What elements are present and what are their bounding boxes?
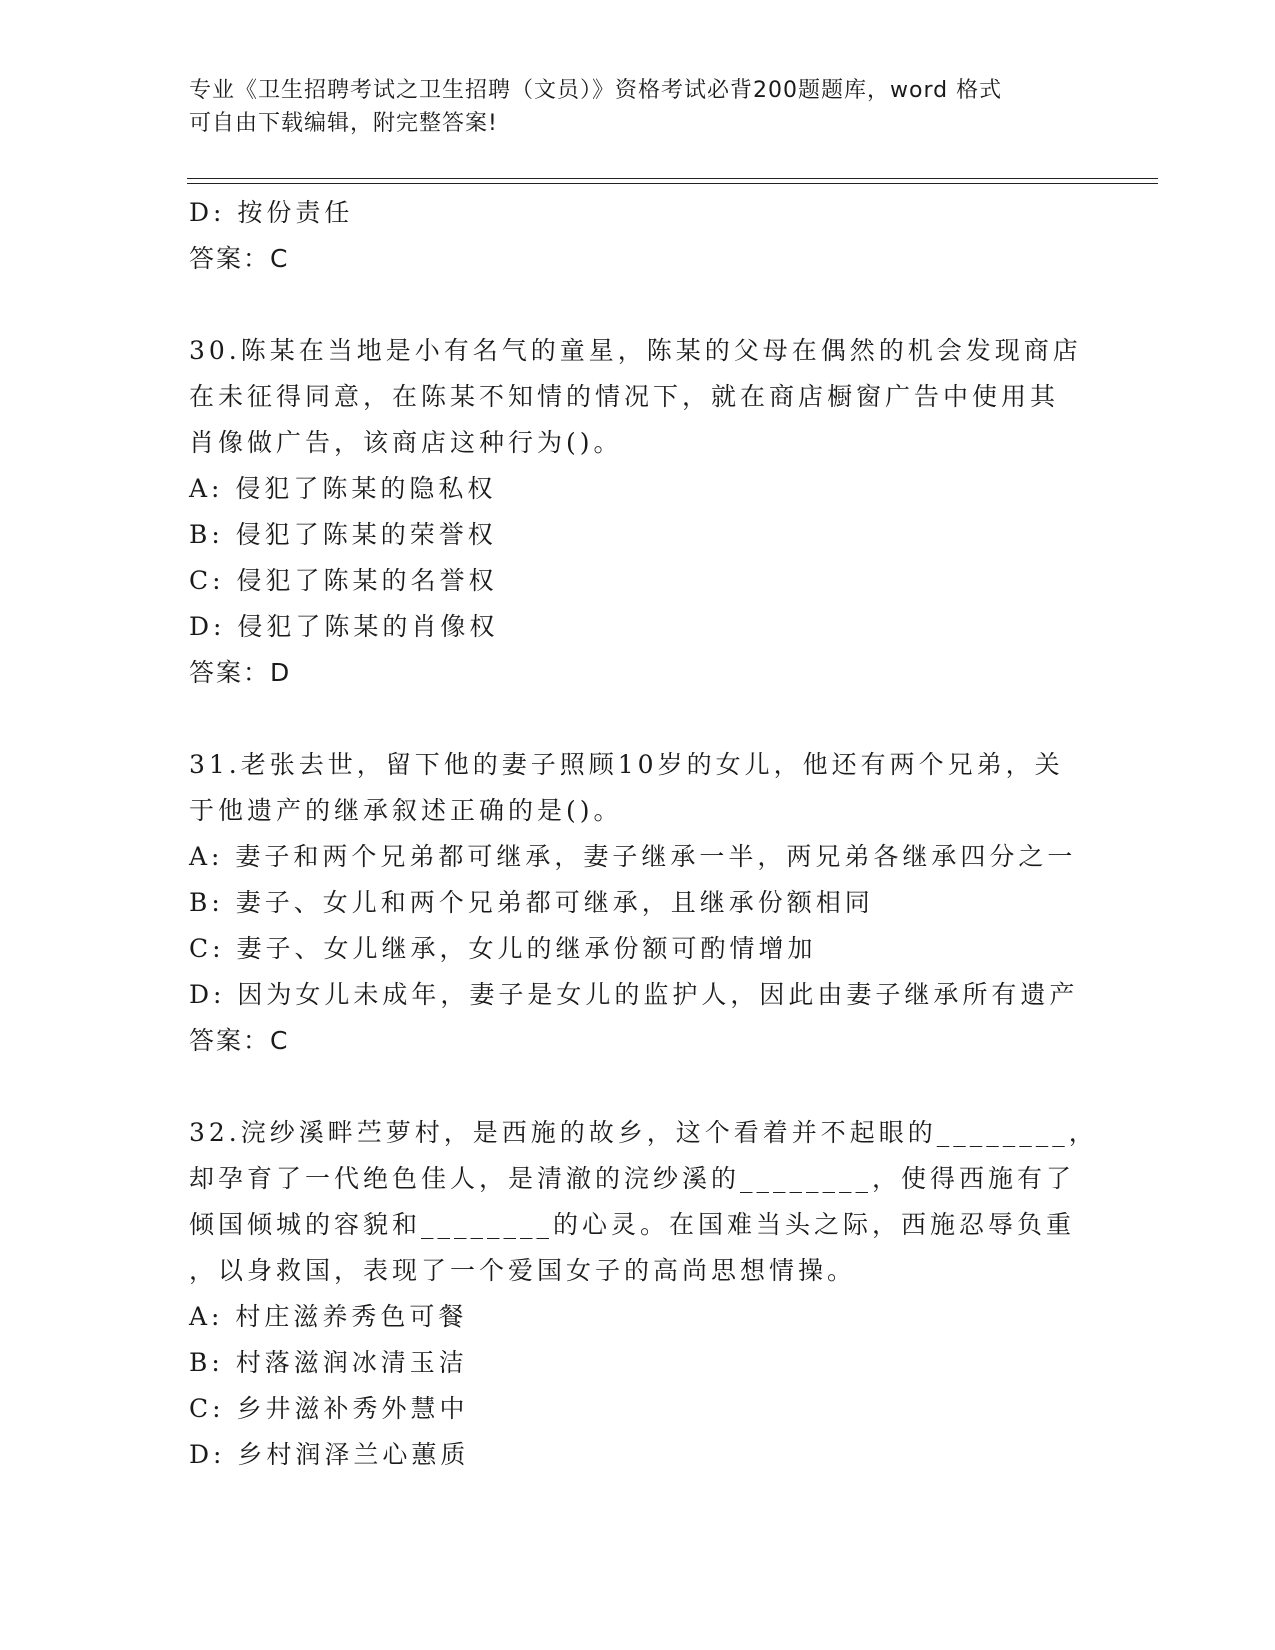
question-30 <box>189 328 1089 696</box>
question-32 <box>189 1110 1098 1478</box>
question-content <box>189 190 1098 1478</box>
question-stem-line: 却孕育了一代绝色佳人，是清澈的浣纱溪的________，使得西施有了 <box>189 1164 1076 1193</box>
question-stem-line: 30.陈某在当地是小有名气的童星，陈某的父母在偶然的机会发现商店 <box>189 336 1082 365</box>
option-d: D: 乡村润泽兰心蕙质 <box>189 1440 470 1469</box>
answer: 答案：C <box>189 1026 290 1055</box>
option-c: C: 侵犯了陈某的名誉权 <box>189 566 498 595</box>
option-d: D: 因为女儿未成年，妻子是女儿的监护人，因此由妻子继承所有遗产 <box>189 980 1079 1009</box>
answer: 答案：D <box>189 658 292 687</box>
option-c: C: 妻子、女儿继承，女儿的继承份额可酌情增加 <box>189 934 817 963</box>
question-stem-line: 31.老张去世，留下他的妻子照顾10岁的女儿，他还有两个兄弟，关 <box>189 750 1064 779</box>
option-b: B: 妻子、女儿和两个兄弟都可继承，且继承份额相同 <box>189 888 874 917</box>
spacer <box>189 282 1089 328</box>
question-stem-line: 于他遗产的继承叙述正确的是()。 <box>189 796 623 825</box>
question-stem-line: 32.浣纱溪畔苎萝村，是西施的故乡，这个看着并不起眼的________， <box>189 1118 1098 1147</box>
question-stem-line: 倾国倾城的容貌和________的心灵。在国难当头之际，西施忍辱负重 <box>189 1210 1076 1239</box>
spacer <box>189 696 1089 742</box>
option-a: A: 妻子和两个兄弟都可继承，妻子继承一半，两兄弟各继承四分之一 <box>189 842 1077 871</box>
document-header <box>189 74 1089 140</box>
prev-answer: 答案：C <box>189 244 290 273</box>
question-31 <box>189 742 1089 1064</box>
prev-option-d: D: 按份责任 <box>189 198 354 227</box>
question-stem-line: ，以身救国，表现了一个爱国女子的高尚思想情操。 <box>189 1256 857 1285</box>
question-stem-line: 肖像做广告，该商店这种行为()。 <box>189 428 623 457</box>
option-a: A: 村庄滋养秀色可餐 <box>189 1302 468 1331</box>
header-line-1: 专业《卫生招聘考试之卫生招聘（文员）》资格考试必背200题题库，word 格式 <box>189 78 1003 103</box>
option-b: B: 侵犯了陈某的荣誉权 <box>189 520 497 549</box>
header-divider-top <box>187 178 1158 179</box>
option-a: A: 侵犯了陈某的隐私权 <box>189 474 497 503</box>
option-d: D: 侵犯了陈某的肖像权 <box>189 612 499 641</box>
option-c: C: 乡井滋补秀外慧中 <box>189 1394 469 1423</box>
option-b: B: 村落滋润冰清玉洁 <box>189 1348 468 1377</box>
question-stem-line: 在未征得同意，在陈某不知情的情况下，就在商店橱窗广告中使用其 <box>189 382 1060 411</box>
spacer <box>189 1064 1089 1110</box>
header-line-2: 可自由下载编辑，附完整答案! <box>189 111 498 136</box>
header-divider-bottom <box>187 183 1158 184</box>
